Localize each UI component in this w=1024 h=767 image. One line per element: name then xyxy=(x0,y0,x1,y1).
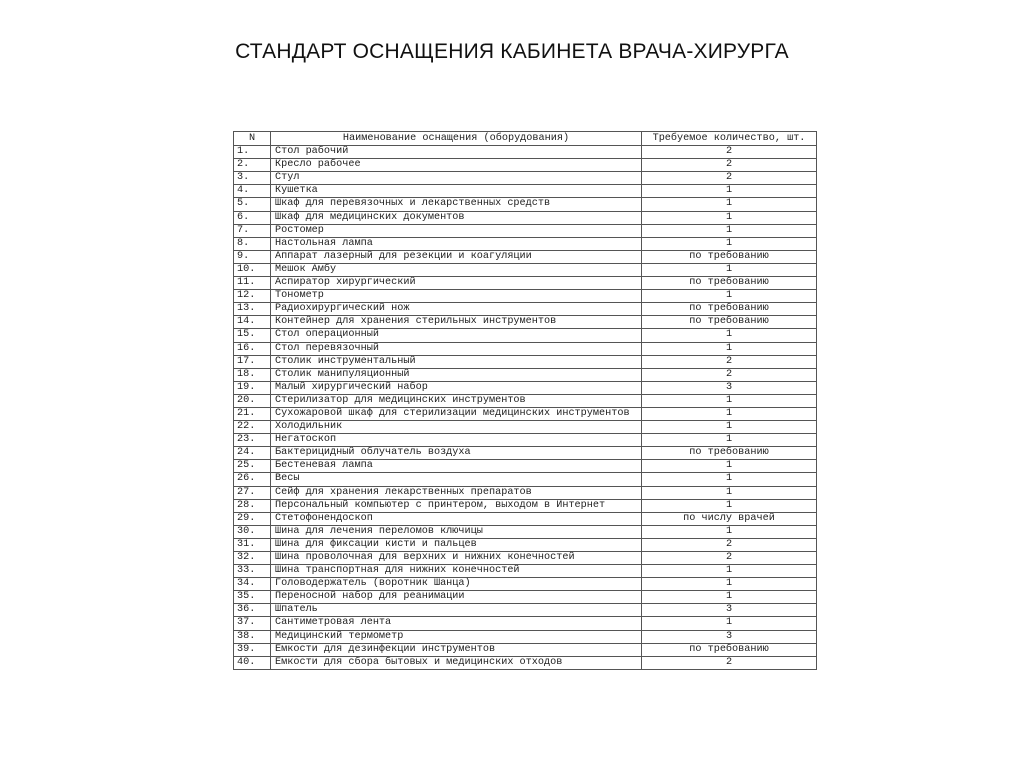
row-quantity: 1 xyxy=(642,290,817,303)
row-quantity: 2 xyxy=(642,355,817,368)
row-name: Радиохирургический нож xyxy=(271,303,642,316)
table-row xyxy=(234,394,817,407)
row-quantity: 3 xyxy=(642,630,817,643)
row-quantity: 3 xyxy=(642,381,817,394)
row-name: Стул xyxy=(271,172,642,185)
row-number: 17. xyxy=(234,355,271,368)
row-quantity: по требованию xyxy=(642,303,817,316)
row-number: 26. xyxy=(234,473,271,486)
table-row xyxy=(234,512,817,525)
row-quantity: по требованию xyxy=(642,447,817,460)
table-row xyxy=(234,329,817,342)
table-row xyxy=(234,342,817,355)
row-number: 16. xyxy=(234,342,271,355)
table-row xyxy=(234,643,817,656)
row-number: 28. xyxy=(234,499,271,512)
row-number: 7. xyxy=(234,224,271,237)
row-number: 21. xyxy=(234,407,271,420)
table-row xyxy=(234,538,817,551)
row-quantity: 1 xyxy=(642,460,817,473)
row-number: 39. xyxy=(234,643,271,656)
table-row xyxy=(234,159,817,172)
row-quantity: 1 xyxy=(642,591,817,604)
row-number: 1. xyxy=(234,146,271,159)
row-number: 34. xyxy=(234,578,271,591)
row-name: Тонометр xyxy=(271,290,642,303)
row-quantity: 2 xyxy=(642,368,817,381)
table-row xyxy=(234,486,817,499)
row-quantity: по требованию xyxy=(642,316,817,329)
row-name: Шкаф для медицинских документов xyxy=(271,211,642,224)
table-row xyxy=(234,146,817,159)
page-title: СТАНДАРТ ОСНАЩЕНИЯ КАБИНЕТА ВРАЧА-ХИРУРГА xyxy=(235,40,789,63)
row-number: 10. xyxy=(234,263,271,276)
row-quantity: 1 xyxy=(642,394,817,407)
table-row xyxy=(234,211,817,224)
table-row xyxy=(234,407,817,420)
row-name: Сухожаровой шкаф для стерилизации медицинских инструментов xyxy=(271,407,642,420)
row-quantity: 2 xyxy=(642,552,817,565)
row-name: Шина для лечения переломов ключицы xyxy=(271,525,642,538)
row-quantity: 1 xyxy=(642,211,817,224)
table-row xyxy=(234,303,817,316)
row-number: 20. xyxy=(234,394,271,407)
row-number: 36. xyxy=(234,604,271,617)
row-number: 38. xyxy=(234,630,271,643)
row-name: Шина транспортная для нижних конечностей xyxy=(271,565,642,578)
table-row xyxy=(234,224,817,237)
row-quantity: 2 xyxy=(642,172,817,185)
table-row xyxy=(234,460,817,473)
table-row xyxy=(234,172,817,185)
row-name: Шпатель xyxy=(271,604,642,617)
row-number: 33. xyxy=(234,565,271,578)
table-row xyxy=(234,198,817,211)
table-row xyxy=(234,604,817,617)
row-quantity: 1 xyxy=(642,525,817,538)
table-header-row xyxy=(234,132,817,146)
table-row xyxy=(234,237,817,250)
row-name: Аспиратор хирургический xyxy=(271,277,642,290)
table-row xyxy=(234,578,817,591)
row-number: 37. xyxy=(234,617,271,630)
table-row xyxy=(234,525,817,538)
row-name: Кресло рабочее xyxy=(271,159,642,172)
table-row xyxy=(234,277,817,290)
row-quantity: 1 xyxy=(642,224,817,237)
table-row xyxy=(234,250,817,263)
row-quantity: 1 xyxy=(642,329,817,342)
table-row xyxy=(234,316,817,329)
table-row xyxy=(234,368,817,381)
row-name: Медицинский термометр xyxy=(271,630,642,643)
row-quantity: по требованию xyxy=(642,643,817,656)
row-name: Переносной набор для реанимации xyxy=(271,591,642,604)
row-name: Негатоскоп xyxy=(271,434,642,447)
row-name: Бестеневая лампа xyxy=(271,460,642,473)
row-number: 9. xyxy=(234,250,271,263)
table-row xyxy=(234,381,817,394)
row-name: Холодильник xyxy=(271,421,642,434)
row-number: 12. xyxy=(234,290,271,303)
row-name: Настольная лампа xyxy=(271,237,642,250)
table-row xyxy=(234,290,817,303)
row-name: Малый хирургический набор xyxy=(271,381,642,394)
row-name: Стол рабочий xyxy=(271,146,642,159)
row-name: Головодержатель (воротник Шанца) xyxy=(271,578,642,591)
row-quantity: 1 xyxy=(642,434,817,447)
table-row xyxy=(234,656,817,669)
row-name: Аппарат лазерный для резекции и коагуляции xyxy=(271,250,642,263)
row-name: Столик манипуляционный xyxy=(271,368,642,381)
row-number: 31. xyxy=(234,538,271,551)
row-name: Стерилизатор для медицинских инструментов xyxy=(271,394,642,407)
row-quantity: 2 xyxy=(642,159,817,172)
header-name: Наименование оснащения (оборудования) xyxy=(271,132,642,146)
row-name: Кушетка xyxy=(271,185,642,198)
row-name: Сейф для хранения лекарственных препаратов xyxy=(271,486,642,499)
row-name: Бактерицидный облучатель воздуха xyxy=(271,447,642,460)
row-number: 35. xyxy=(234,591,271,604)
table-row xyxy=(234,185,817,198)
row-number: 24. xyxy=(234,447,271,460)
header-number: N xyxy=(234,132,271,146)
row-quantity: 1 xyxy=(642,499,817,512)
row-number: 6. xyxy=(234,211,271,224)
row-name: Шина проволочная для верхних и нижних конечностей xyxy=(271,552,642,565)
row-name: Весы xyxy=(271,473,642,486)
row-name: Мешок Амбу xyxy=(271,263,642,276)
row-name: Емкости для сбора бытовых и медицинских отходов xyxy=(271,656,642,669)
row-quantity: 1 xyxy=(642,486,817,499)
row-quantity: 2 xyxy=(642,538,817,551)
table-row xyxy=(234,499,817,512)
table-row xyxy=(234,447,817,460)
row-number: 13. xyxy=(234,303,271,316)
row-quantity: по числу врачей xyxy=(642,512,817,525)
row-quantity: 2 xyxy=(642,146,817,159)
row-quantity: 1 xyxy=(642,263,817,276)
row-name: Емкости для дезинфекции инструментов xyxy=(271,643,642,656)
row-number: 27. xyxy=(234,486,271,499)
row-quantity: 1 xyxy=(642,473,817,486)
row-number: 29. xyxy=(234,512,271,525)
table-row xyxy=(234,552,817,565)
row-number: 3. xyxy=(234,172,271,185)
row-name: Сантиметровая лента xyxy=(271,617,642,630)
table-body xyxy=(234,146,817,670)
row-name: Шкаф для перевязочных и лекарственных средств xyxy=(271,198,642,211)
row-quantity: 1 xyxy=(642,198,817,211)
row-quantity: 1 xyxy=(642,617,817,630)
row-name: Столик инструментальный xyxy=(271,355,642,368)
row-quantity: 1 xyxy=(642,185,817,198)
row-quantity: 2 xyxy=(642,656,817,669)
table-row xyxy=(234,565,817,578)
table-row xyxy=(234,630,817,643)
equipment-table xyxy=(233,131,817,670)
row-number: 40. xyxy=(234,656,271,669)
table-row xyxy=(234,263,817,276)
row-number: 4. xyxy=(234,185,271,198)
row-number: 23. xyxy=(234,434,271,447)
row-quantity: 1 xyxy=(642,421,817,434)
row-number: 25. xyxy=(234,460,271,473)
row-number: 19. xyxy=(234,381,271,394)
row-name: Шина для фиксации кисти и пальцев xyxy=(271,538,642,551)
row-name: Контейнер для хранения стерильных инструментов xyxy=(271,316,642,329)
row-quantity: по требованию xyxy=(642,277,817,290)
row-quantity: по требованию xyxy=(642,250,817,263)
table-row xyxy=(234,421,817,434)
row-quantity: 3 xyxy=(642,604,817,617)
row-number: 8. xyxy=(234,237,271,250)
row-quantity: 1 xyxy=(642,565,817,578)
row-number: 5. xyxy=(234,198,271,211)
row-quantity: 1 xyxy=(642,237,817,250)
table-row xyxy=(234,355,817,368)
header-quantity: Требуемое количество, шт. xyxy=(642,132,817,146)
row-number: 15. xyxy=(234,329,271,342)
table-row xyxy=(234,617,817,630)
row-name: Персональный компьютер с принтером, выходом в Интернет xyxy=(271,499,642,512)
table-row xyxy=(234,591,817,604)
row-name: Стетофонендоскоп xyxy=(271,512,642,525)
row-name: Ростомер xyxy=(271,224,642,237)
table-row xyxy=(234,473,817,486)
row-number: 2. xyxy=(234,159,271,172)
row-quantity: 1 xyxy=(642,407,817,420)
row-number: 14. xyxy=(234,316,271,329)
row-number: 22. xyxy=(234,421,271,434)
row-quantity: 1 xyxy=(642,342,817,355)
row-number: 11. xyxy=(234,277,271,290)
row-number: 32. xyxy=(234,552,271,565)
row-number: 30. xyxy=(234,525,271,538)
row-quantity: 1 xyxy=(642,578,817,591)
table-row xyxy=(234,434,817,447)
row-name: Стол перевязочный xyxy=(271,342,642,355)
row-number: 18. xyxy=(234,368,271,381)
row-name: Стол операционный xyxy=(271,329,642,342)
